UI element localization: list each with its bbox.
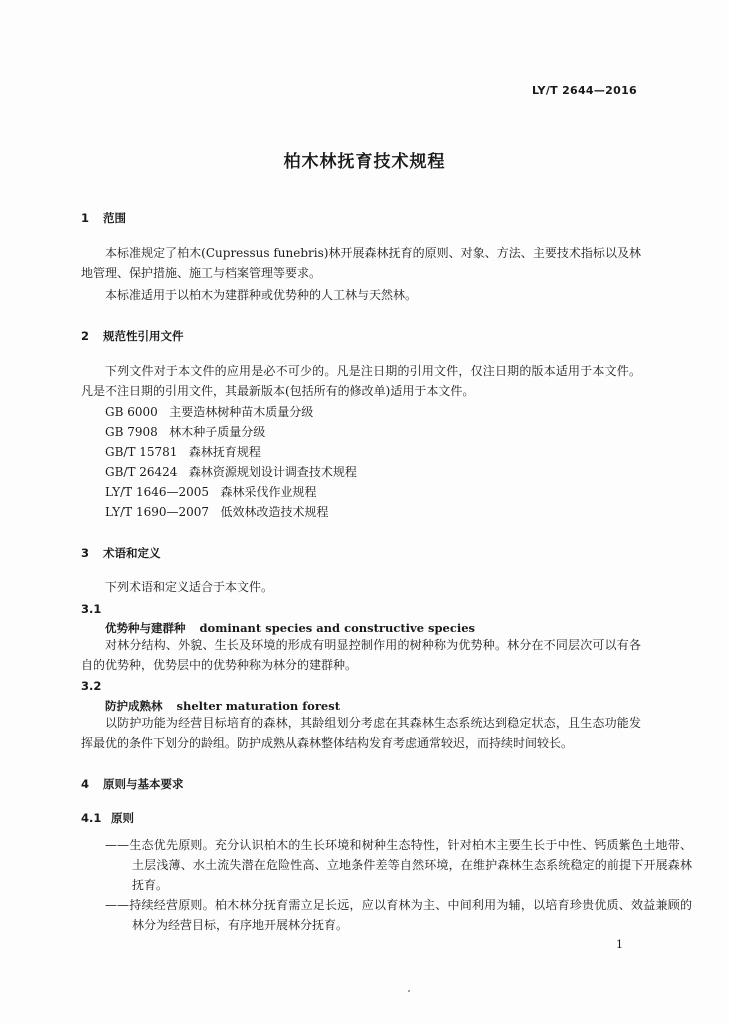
page-number: 1 bbox=[616, 938, 623, 951]
section-2-paragraph: 下列文件对于本文件的应用是必不可少的。凡是注日期的引用文件，仅注日期的版本适用于本文件。凡是不注日期的引用文件，其最新版本(包括所有的修改单)适用于本文件。 bbox=[81, 364, 641, 398]
section-number: 2 bbox=[81, 329, 90, 343]
section-1-paragraph-1: 本标准规定了柏木(Cupressus funebris)林开展森林抚育的原则、对象、方法、主要技术指标以及林地管理、保护措施、施工与档案管理等要求。 bbox=[81, 246, 641, 280]
section-number: 4 bbox=[81, 777, 90, 791]
section-number: 1 bbox=[81, 211, 90, 225]
reference-item: GB/T 15781 森林抚育规程 bbox=[105, 445, 261, 459]
term-number: 3.1 bbox=[81, 602, 102, 616]
reference-item: LY/T 1646—2005 森林采伐作业规程 bbox=[105, 485, 317, 499]
subsection-title: 原则 bbox=[111, 811, 134, 825]
reference-item: GB 6000 主要造林树种苗木质量分级 bbox=[105, 405, 314, 419]
subsection-number: 4.1 bbox=[81, 811, 102, 825]
section-1-heading bbox=[81, 210, 126, 226]
section-number: 3 bbox=[81, 546, 90, 560]
term-definition: 以防护功能为经营目标培育的森林，其龄组划分考虑在其森林生态系统达到稳定状态，且生态功能发挥最优的条件下划分的龄组。防护成熟从森林整体结构发育考虑通常较迟，而持续时间较长。 bbox=[81, 716, 641, 750]
section-title: 术语和定义 bbox=[103, 546, 161, 560]
section-title: 原则与基本要求 bbox=[103, 777, 184, 791]
term-chinese: 优势种与建群种 bbox=[105, 621, 186, 635]
principle-item: ——持续经营原则。柏木林分抚育需立足长远，应以育林为主、中间利用为辅，以培育珍贵优质、效益兼顾的林分为经营目标，有序地开展林分抚育。 bbox=[105, 898, 692, 932]
subsection-4-1-heading bbox=[81, 810, 134, 826]
term-english: shelter maturation forest bbox=[176, 699, 341, 713]
term-definition: 对林分结构、外貌、生长及环境的形成有明显控制作用的树种称为优势种。林分在不同层次可以有各自的优势种，优势层中的优势种称为林分的建群种。 bbox=[81, 638, 641, 672]
term-chinese: 防护成熟林 bbox=[105, 699, 163, 713]
reference-item: GB/T 26424 森林资源规划设计调查技术规程 bbox=[105, 465, 357, 479]
section-1-paragraph-2: 本标准适用于以柏木为建群种或优势种的人工林与天然林。 bbox=[105, 288, 418, 302]
standard-code: LY/T 2644—2016 bbox=[531, 84, 637, 97]
principle-item: ——生态优先原则。充分认识柏木的生长环境和树种生态特性，针对柏木主要生长于中性、钙质紫色土地带、土层浅薄、水土流失潜在危险性高、立地条件差等自然环境，在维护森林生态系统稳定的前提下开展森林抚育。 bbox=[105, 838, 692, 892]
section-2-heading bbox=[81, 328, 184, 344]
term-english: dominant species and constructive species bbox=[199, 621, 476, 635]
section-title: 规范性引用文件 bbox=[103, 329, 184, 343]
section-3-heading bbox=[81, 545, 161, 561]
term-heading bbox=[105, 620, 475, 636]
scan-artifact bbox=[408, 990, 410, 992]
term-number: 3.2 bbox=[81, 679, 102, 693]
reference-item: GB 7908 林木种子质量分级 bbox=[105, 425, 266, 439]
document-title: 柏木林抚育技术规程 bbox=[283, 152, 446, 172]
section-4-heading bbox=[81, 776, 184, 792]
reference-item: LY/T 1690—2007 低效林改造技术规程 bbox=[105, 505, 329, 519]
section-title: 范围 bbox=[103, 211, 126, 225]
section-3-intro: 下列术语和定义适合于本文件。 bbox=[105, 580, 274, 594]
term-heading bbox=[105, 698, 340, 714]
